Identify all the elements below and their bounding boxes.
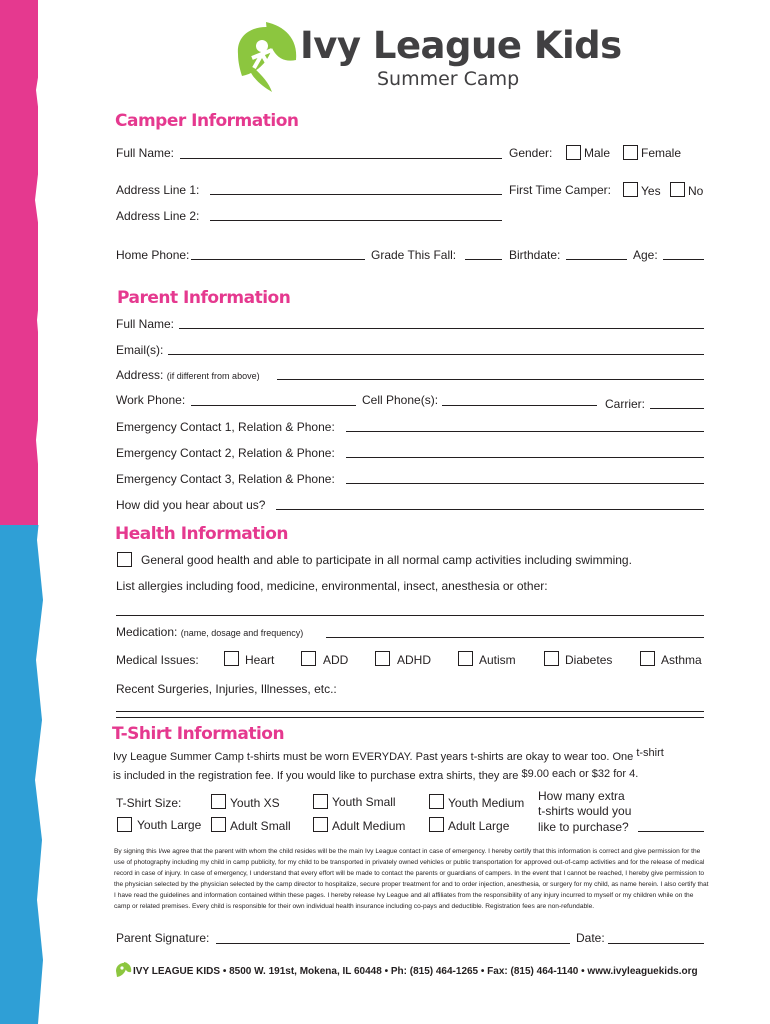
date-field[interactable] xyxy=(608,943,704,944)
youth-medium-checkbox[interactable] xyxy=(429,794,444,809)
general-health-label: General good health and able to participate in all normal camp activities including swimming. xyxy=(141,553,632,567)
youth-large-checkbox[interactable] xyxy=(117,817,132,832)
youth-xs-checkbox[interactable] xyxy=(211,794,226,809)
heart-label: Heart xyxy=(245,653,275,667)
section-title-tshirt: T-Shirt Information xyxy=(112,724,285,744)
hear-about-us-label: How did you hear about us? xyxy=(116,498,266,512)
tshirt-info-line2-text: is included in the registration fee. If you would like to purchase extra shirts, they are xyxy=(113,770,519,782)
adhd-label: ADHD xyxy=(397,653,432,667)
youth-small-checkbox[interactable] xyxy=(313,794,328,809)
medication-label xyxy=(116,625,303,639)
how-many-line1: How many extra xyxy=(538,789,625,803)
work-phone-label: Work Phone: xyxy=(116,393,186,407)
medication-label-text: Medication: xyxy=(116,625,178,639)
parent-signature-label: Parent Signature: xyxy=(116,931,210,945)
parent-address-field[interactable] xyxy=(277,379,704,380)
parent-address-label xyxy=(116,368,260,382)
adult-medium-label: Adult Medium xyxy=(332,819,406,833)
allergies-field[interactable] xyxy=(116,615,704,616)
birthdate-label: Birthdate: xyxy=(509,248,561,262)
how-many-line2: t-shirts would you xyxy=(538,804,632,818)
gender-female-checkbox[interactable] xyxy=(623,145,638,160)
autism-label: Autism xyxy=(479,653,516,667)
work-phone-field[interactable] xyxy=(191,405,356,406)
section-title-parent: Parent Information xyxy=(117,288,291,308)
address-line1-field[interactable] xyxy=(210,194,502,195)
section-title-camper: Camper Information xyxy=(115,111,299,131)
general-health-checkbox[interactable] xyxy=(117,552,132,567)
parent-address-note: (if different from above) xyxy=(166,371,260,381)
leaf-logo-icon xyxy=(232,20,302,92)
youth-medium-label: Youth Medium xyxy=(448,796,525,810)
tshirt-info-line1-end: t-shirt xyxy=(636,747,664,759)
adult-small-label: Adult Small xyxy=(230,819,291,833)
youth-large-label: Youth Large xyxy=(137,818,202,832)
cell-phone-label: Cell Phone(s): xyxy=(362,393,439,407)
carrier-field[interactable] xyxy=(650,408,704,409)
camper-full-name-label: Full Name: xyxy=(116,146,175,160)
emails-label: Email(s): xyxy=(116,343,164,357)
parent-full-name-field[interactable] xyxy=(179,328,704,329)
age-field[interactable] xyxy=(663,259,704,260)
carrier-label: Carrier: xyxy=(605,397,646,411)
how-many-line3: like to purchase? xyxy=(538,820,629,834)
autism-checkbox[interactable] xyxy=(458,651,473,666)
surgeries-field-line-2[interactable] xyxy=(116,717,704,718)
tshirt-info-line1-text: Ivy League Summer Camp t-shirts must be worn EVERYDAY. Past years t-shirts are okay to wear too. One xyxy=(113,751,634,763)
logo-brand: Ivy League Kids xyxy=(300,24,622,67)
adult-medium-checkbox[interactable] xyxy=(313,817,328,832)
tshirt-price-text: $9.00 each or $32 for 4. xyxy=(521,768,639,780)
asthma-label: Asthma xyxy=(661,653,702,667)
age-label: Age: xyxy=(633,248,658,262)
gender-male-checkbox[interactable] xyxy=(566,145,581,160)
parent-address-label-text: Address: xyxy=(116,368,164,382)
cell-phone-field[interactable] xyxy=(442,405,597,406)
emergency-contact-2-field[interactable] xyxy=(346,457,704,458)
torn-paper-edge xyxy=(30,0,50,1024)
adult-large-label: Adult Large xyxy=(448,819,510,833)
emergency-contact-2-label: Emergency Contact 2, Relation & Phone: xyxy=(116,446,335,460)
youth-xs-label: Youth XS xyxy=(230,796,280,810)
first-time-no-label: No xyxy=(688,184,704,198)
tshirt-info-line2 xyxy=(113,770,638,782)
add-label: ADD xyxy=(323,653,349,667)
gender-label: Gender: xyxy=(509,146,553,160)
add-checkbox[interactable] xyxy=(301,651,316,666)
emergency-contact-3-field[interactable] xyxy=(346,483,704,484)
surgeries-field-line-1[interactable] xyxy=(116,711,704,712)
grade-field[interactable] xyxy=(465,259,502,260)
footer-leaf-icon xyxy=(114,961,132,981)
emergency-contact-3-label: Emergency Contact 3, Relation & Phone: xyxy=(116,472,335,486)
home-phone-label: Home Phone: xyxy=(116,248,190,262)
logo-subtitle: Summer Camp xyxy=(377,68,520,90)
gender-male-label: Male xyxy=(584,146,611,160)
heart-checkbox[interactable] xyxy=(224,651,239,666)
date-label: Date: xyxy=(576,931,605,945)
emergency-contact-1-field[interactable] xyxy=(346,431,704,432)
medication-note: (name, dosage and frequency) xyxy=(180,628,304,638)
home-phone-field[interactable] xyxy=(191,259,365,260)
medication-field[interactable] xyxy=(326,637,704,638)
allergies-label: List allergies including food, medicine, environmental, insect, anesthesia or other: xyxy=(116,579,548,593)
section-title-health: Health Information xyxy=(115,524,289,544)
hear-about-us-field[interactable] xyxy=(276,509,704,510)
extra-tshirts-field[interactable] xyxy=(638,831,704,832)
emails-field[interactable] xyxy=(168,354,704,355)
emergency-contact-1-label: Emergency Contact 1, Relation & Phone: xyxy=(116,420,335,434)
first-time-camper-label: First Time Camper: xyxy=(509,183,612,197)
address-line2-field[interactable] xyxy=(210,220,502,221)
asthma-checkbox[interactable] xyxy=(640,651,655,666)
surgeries-label: Recent Surgeries, Injuries, Illnesses, etc.: xyxy=(116,682,337,696)
birthdate-field[interactable] xyxy=(566,259,627,260)
parent-signature-field[interactable] xyxy=(216,943,570,944)
adult-large-checkbox[interactable] xyxy=(429,817,444,832)
address-line2-label: Address Line 2: xyxy=(116,209,200,223)
first-time-yes-checkbox[interactable] xyxy=(623,182,638,197)
tshirt-size-label: T-Shirt Size: xyxy=(116,796,182,810)
diabetes-label: Diabetes xyxy=(565,653,613,667)
footer-contact: IVY LEAGUE KIDS • 8500 W. 191st, Mokena, IL 60448 • Ph: (815) 464-1265 • Fax: (815) 464-1140 • www.ivyleaguekids.org xyxy=(133,966,698,977)
camper-full-name-field[interactable] xyxy=(180,158,502,159)
gender-female-label: Female xyxy=(641,146,682,160)
medical-issues-label: Medical Issues: xyxy=(116,653,199,667)
first-time-yes-label: Yes xyxy=(641,184,661,198)
tshirt-info-line1 xyxy=(113,747,664,763)
legal-agreement-text: By signing this I/we agree that the parent with whom the child resides will be the main Ivy League contact in case of emergency. I hereby certify that this information is correct and give permission for the use of photography including my child in camp publicity, for my child to be transported in privately owned vehicles or public transportation for approved out-of-camp activities and for the release of medical record in case of injury. In case of emergency, I understand that every effort will be made to contact the parents or guardians of campers. In the event that I cannot be reached, I hereby give permission to the physician selected by the physician selected by the camp director to hospitalize, secure proper treatment for and to order injection, anesthesia, or surgery for my child, as name herein. I also certify that I have read the guidelines and information contained within these pages. I hereby release Ivy League and all affiliates from the responsibility of any injury incurred to myself or my children while on the camp or related premises. Every child is responsible for their own individual health insurance including co-pays and deductible. Registration fees are non-refundable. xyxy=(114,848,709,910)
youth-small-label: Youth Small xyxy=(332,795,396,809)
address-line1-label: Address Line 1: xyxy=(116,183,200,197)
diabetes-checkbox[interactable] xyxy=(544,651,559,666)
parent-full-name-label: Full Name: xyxy=(116,317,175,331)
first-time-no-checkbox[interactable] xyxy=(670,182,685,197)
adult-small-checkbox[interactable] xyxy=(211,817,226,832)
grade-label: Grade This Fall: xyxy=(371,248,457,262)
adhd-checkbox[interactable] xyxy=(375,651,390,666)
